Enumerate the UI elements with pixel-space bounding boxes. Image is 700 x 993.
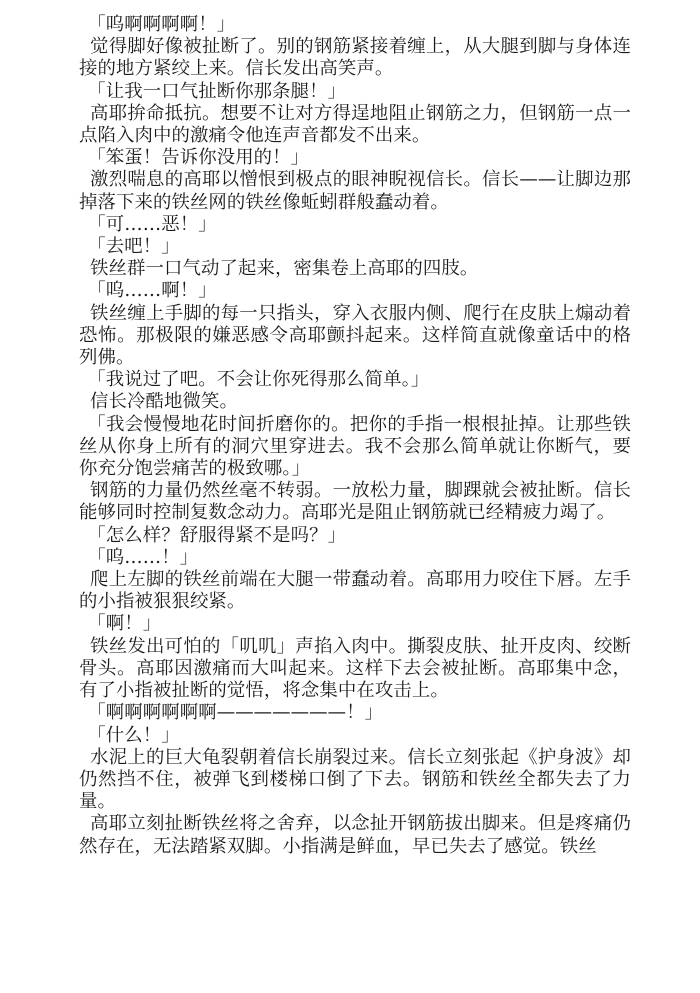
paragraph: 信长冷酷地微笑。	[90, 391, 238, 413]
paragraph: 「怎么样？舒服得紧不是吗？」	[87, 524, 347, 546]
paragraph: 「可……恶！」	[87, 213, 217, 235]
paragraph: 觉得脚好像被扯断了。别的钢筋紧接着缠上，从大腿到脚与身体连接的地方紧绞上来。信长发出高笑声。	[79, 36, 631, 80]
paragraph: 激烈喘息的高耶以憎恨到极点的眼神睨视信长。信长——让脚边那掉落下来的铁丝网的铁丝像蚯蚓群般蠢动着。	[79, 169, 631, 213]
paragraph: 「让我一口气扯断你那条腿！」	[87, 80, 347, 102]
paragraph: 「去吧！」	[87, 236, 180, 258]
paragraph: 高耶立刻扯断铁丝将之舍弃，以念扯开钢筋拔出脚来。但是疼痛仍然存在，无法踏紧双脚。小指满是鲜血，早已失去了感觉。铁丝	[79, 813, 631, 857]
paragraph: 铁丝发出可怕的「叽叽」声掐入肉中。撕裂皮肤、扯开皮肉、绞断骨头。高耶因激痛而大叫起来。这样下去会被扯断。高耶集中念，有了小指被扯断的觉悟，将念集中在攻击上。	[79, 635, 631, 702]
paragraph: 爬上左脚的铁丝前端在大腿一带蠢动着。高耶用力咬住下唇。左手的小指被狠狠绞紧。	[79, 569, 631, 613]
paragraph: 「呜……！」	[87, 546, 199, 568]
paragraph: 「我说过了吧。不会让你死得那么简单。」	[87, 369, 430, 391]
paragraph: 「我会慢慢地花时间折磨你的。把你的手指一根根扯掉。让那些铁丝从你身上所有的洞穴里穿进去。我不会那么简单就让你断气，要你充分饱尝痛苦的极致哪。」	[79, 413, 631, 480]
paragraph: 铁丝缠上手脚的每一只指头，穿入衣服内侧、爬行在皮肤上煽动着恐怖。那极限的嫌恶感令高耶颤抖起来。这样简直就像童话中的格列佛。	[79, 302, 631, 369]
paragraph: 水泥上的巨大龟裂朝着信长崩裂过来。信长立刻张起《护身波》却仍然挡不住，被弹飞到楼梯口倒了下去。钢筋和铁丝全都失去了力量。	[79, 746, 631, 813]
paragraph: 「呜啊啊啊啊！」	[87, 14, 236, 35]
paragraph: 「啊啊啊啊啊啊———————！」	[87, 702, 384, 724]
paragraph: 钢筋的力量仍然丝毫不转弱。一放松力量，脚踝就会被扯断。信长能够同时控制复数念动力。高耶光是阻止钢筋就已经精疲力竭了。	[79, 480, 631, 524]
paragraph: 铁丝群一口气动了起来，密集卷上高耶的四肢。	[90, 258, 479, 280]
paragraph: 高耶拚命抵抗。想要不让对方得逞地阻止钢筋之力，但钢筋一点一点陷入肉中的激痛令他连声音都发不出来。	[79, 102, 631, 147]
paragraph: 「笨蛋！告诉你没用的！」	[87, 147, 310, 169]
paragraph: 「什么！」	[87, 724, 180, 746]
paragraph: 「呜……啊！」	[87, 280, 217, 302]
novel-page	[79, 14, 631, 858]
paragraph: 「啊！」	[87, 613, 162, 635]
